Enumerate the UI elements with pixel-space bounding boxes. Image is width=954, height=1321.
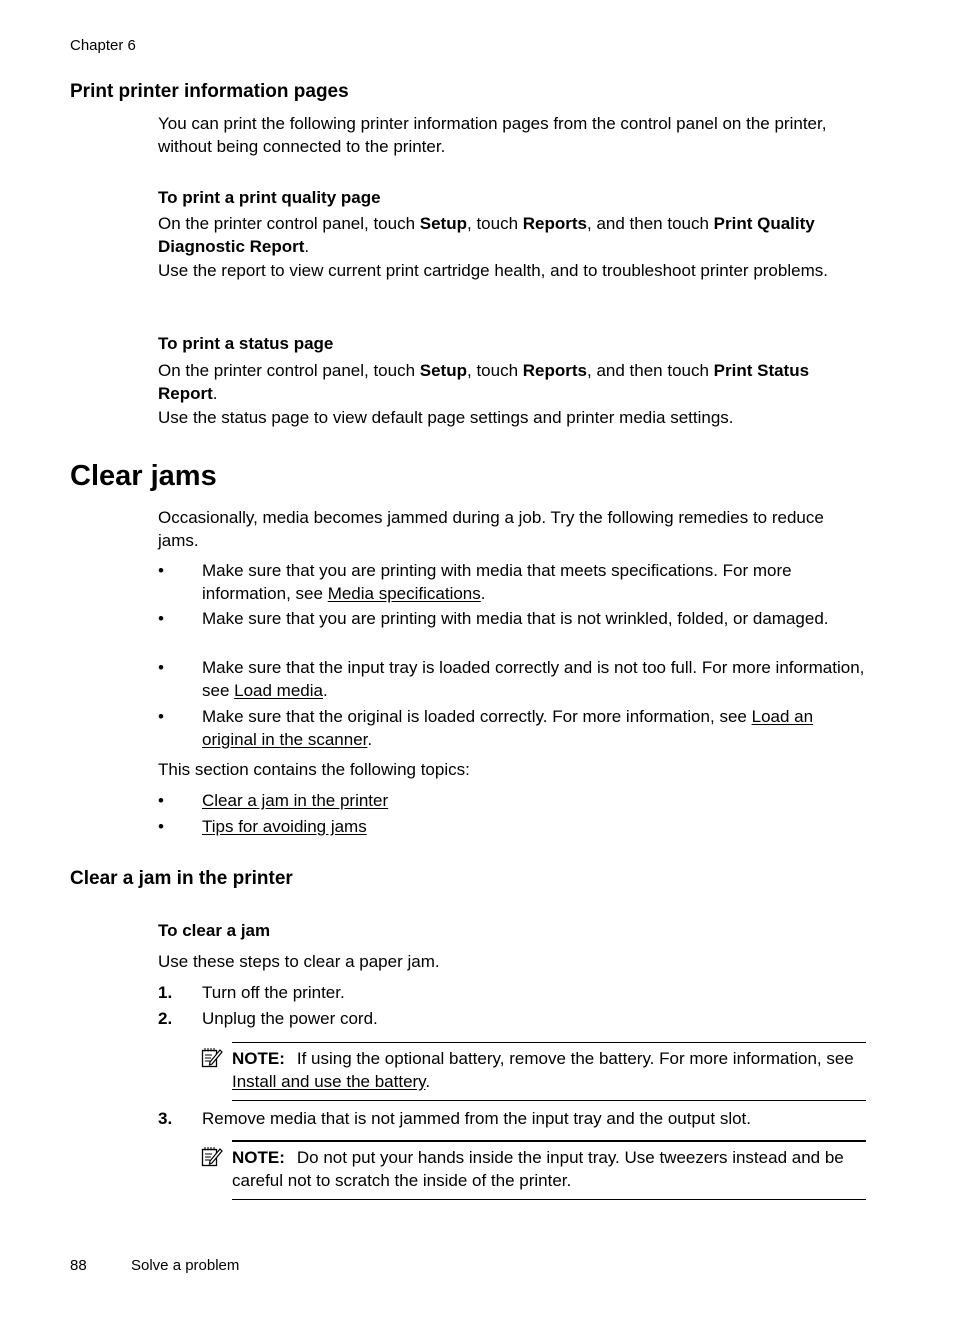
status-page-use: Use the status page to view default page settings and printer media settings. [158,408,734,427]
clear-jams-intro: Occasionally, media becomes jammed during a job. Try the following remedies to reduce jams. [158,508,824,550]
bullet-mark: • [158,609,164,628]
step-number: 3. [158,1109,173,1128]
link-clear-jam-printer[interactable]: Clear a jam in the printer [202,791,389,810]
footer-section: Solve a problem [131,1257,240,1274]
subtitle-clear-a-jam: To clear a jam [158,921,271,940]
clear-jam-intro: Use these steps to clear a paper jam. [158,952,440,971]
step-text: Unplug the power cord. [202,1009,378,1028]
note-label: NOTE: [232,1049,285,1068]
print-quality-instructions: On the printer control panel, touch Setup, touch Reports, and then touch Print Quality Diagnostic Report. [158,214,815,256]
note-box-battery: NOTE: If using the optional battery, remove the battery. For more information, see Install and use the battery. [232,1042,866,1101]
link-install-battery[interactable]: Install and use the battery [232,1071,426,1091]
note-pencil-icon [201,1047,223,1069]
step-text: Turn off the printer. [202,983,345,1002]
chapter-label: Chapter 6 [70,37,136,54]
link-tips-avoiding-jams[interactable]: Tips for avoiding jams [202,817,367,836]
section-title-clear-jams: Clear jams [70,460,217,492]
bullet-mark: • [158,791,164,810]
note-label: NOTE: [232,1148,285,1167]
link-load-original[interactable]: Load an original in the scanner [202,707,814,749]
section-title-clear-jam-printer: Clear a jam in the printer [70,868,293,889]
status-page-instructions: On the printer control panel, touch Setup, touch Reports, and then touch Print Status Report. [158,361,810,403]
section-title-print-info: Print printer information pages [70,81,349,102]
step-text: Remove media that is not jammed from the input tray and the output slot. [202,1109,752,1128]
note-box-input-tray: NOTE: Do not put your hands inside the input tray. Use tweezers instead and be careful not to scratch the inside of the printer. [232,1140,866,1200]
step-number: 1. [158,983,173,1002]
link-load-media[interactable]: Load media [234,680,323,700]
subtitle-status-page: To print a status page [158,334,334,353]
subtitle-print-quality: To print a print quality page [158,188,381,207]
topics-intro: This section contains the following topics: [158,760,470,779]
note-pencil-icon [201,1146,223,1168]
bullet-mark: • [158,817,164,836]
bullet-mark: • [158,707,164,726]
page-number: 88 [70,1257,87,1274]
bullet-mark: • [158,658,164,677]
print-quality-use: Use the report to view current print cartridge health, and to troubleshoot printer problems. [158,261,828,280]
link-media-specifications[interactable]: Media specifications [327,583,481,603]
bullet-mark: • [158,561,164,580]
print-info-intro: You can print the following printer information pages from the control panel on the printer, without being connected to the printer. [158,114,827,156]
step-number: 2. [158,1009,173,1028]
